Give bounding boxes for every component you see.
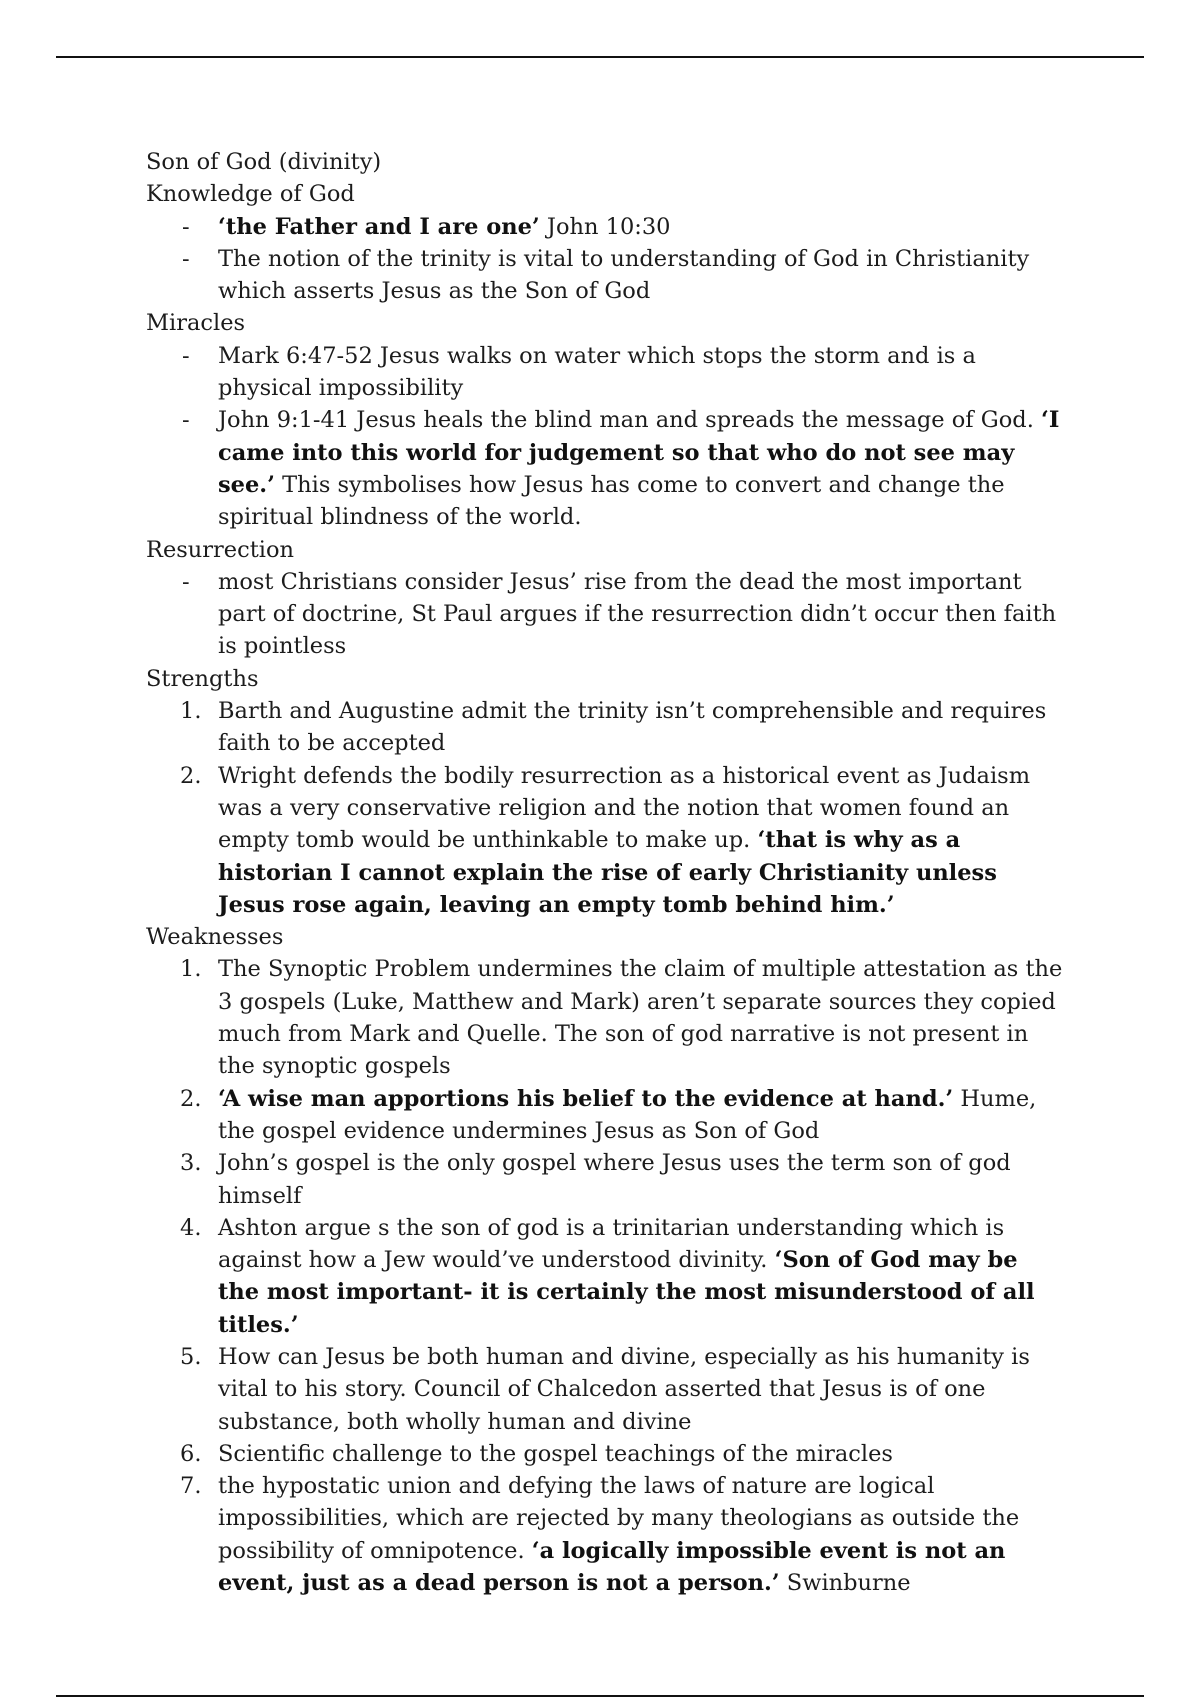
bottom-rule <box>56 1695 1144 1697</box>
item-text: the hypostatic union and defying the laws of nature are logical impossibilities, which are rejected by many theologians as outside the possibility of omnipotence. <box>218 1473 1020 1564</box>
document-title: Son of God (divinity) <box>146 149 382 175</box>
number-marker: 2. <box>180 1085 202 1112</box>
number-marker: 3. <box>180 1150 202 1177</box>
list-item <box>146 1147 1066 1212</box>
list-item <box>146 1438 1066 1470</box>
item-text: The Synoptic Problem undermines the claim of multiple attestation as the 3 gospels (Luke, Matthew and Mark) aren’t separate sources they copied much from Mark and Quelle. The son of god narrative is not present in the synoptic gospels <box>218 956 1063 1080</box>
list-item <box>146 340 1066 405</box>
list-item <box>146 953 1066 1082</box>
item-text: How can Jesus be both human and divine, especially as his humanity is vital to his story. Council of Chalcedon asserted that Jesus is of one substance, both wholly human and divine <box>218 1343 1030 1435</box>
bold-quote: ‘Son of God may be the most important- it is certainly the most misunderstood of all titles.’ <box>218 1247 1035 1338</box>
item-text: John 10:30 <box>539 213 671 240</box>
list-item <box>146 760 1066 921</box>
list-item <box>146 211 1066 243</box>
list-item <box>146 1341 1066 1438</box>
list-item <box>146 404 1066 533</box>
heading-strengths: Strengths <box>146 665 259 692</box>
bold-quote: ‘the Father and I are one’ <box>218 213 540 240</box>
item-text: The notion of the trinity is vital to understanding of God in Christianity which asserts Jesus as the Son of God <box>218 245 1030 305</box>
dash-marker: - <box>182 213 190 240</box>
bold-quote: ‘A wise man apportions his belief to the evidence at hand.’ <box>218 1085 954 1112</box>
list-item <box>146 695 1066 760</box>
dash-marker: - <box>182 568 190 595</box>
item-text: Barth and Augustine admit the trinity isn’t comprehensible and requires faith to be accepted <box>218 698 1047 757</box>
list-item <box>146 566 1066 663</box>
number-marker: 1. <box>180 698 202 725</box>
dash-marker: - <box>182 342 190 369</box>
number-marker: 1. <box>180 956 202 983</box>
list-item <box>146 243 1066 308</box>
dash-marker: - <box>182 407 190 434</box>
heading-weaknesses: Weaknesses <box>146 924 284 951</box>
dash-marker: - <box>182 245 190 272</box>
number-marker: 5. <box>180 1343 202 1370</box>
number-marker: 6. <box>180 1440 202 1467</box>
item-text: Mark 6:47-52 Jesus walks on water which stops the storm and is a physical impossibility <box>218 342 976 402</box>
item-text: John’s gospel is the only gospel where Jesus uses the term son of god himself <box>218 1150 1011 1209</box>
item-text: most Christians consider Jesus’ rise from the dead the most important part of doctrine, St Paul argues if the resurrection didn’t occur then faith is pointless <box>218 568 1057 660</box>
list-item <box>146 1470 1066 1599</box>
number-marker: 7. <box>180 1473 202 1500</box>
top-rule <box>56 56 1144 58</box>
item-text: Ashton argue s the son of god is a trinitarian understanding which is against how a Jew would’ve understood divinity. <box>218 1214 1005 1274</box>
item-text: Scientific challenge to the gospel teachings of the miracles <box>218 1440 893 1467</box>
item-text: Wright defends the bodily resurrection as a historical event as Judaism was a very conservative religion and the notion that women found an empty tomb would be unthinkable to make up. <box>218 762 1031 854</box>
number-marker: 4. <box>180 1214 202 1241</box>
bold-quote: ‘I came into this world for judgement so that who do not see may see.’ <box>218 407 1060 498</box>
document-body <box>146 146 1066 1599</box>
bold-quote: ‘a logically impossible event is not an event, just as a dead person is not a person.’ <box>218 1537 1006 1597</box>
number-marker: 2. <box>180 762 202 789</box>
item-text: John 9:1-41 Jesus heals the blind man and spreads the message of God. <box>218 407 1041 434</box>
heading-resurrection: Resurrection <box>146 536 294 563</box>
heading-miracles: Miracles <box>146 310 246 337</box>
heading-knowledge: Knowledge of God <box>146 181 355 208</box>
item-text: This symbolises how Jesus has come to convert and change the spiritual blindness of the world. <box>218 471 1005 531</box>
item-text: Hume, the gospel evidence undermines Jesus as Son of God <box>218 1085 1037 1144</box>
item-text: Swinburne <box>779 1570 911 1597</box>
list-item <box>146 1083 1066 1148</box>
bold-quote: ‘that is why as a historian I cannot explain the rise of early Christianity unless Jesus rose again, leaving an empty tomb behind him.’ <box>218 827 997 918</box>
list-item <box>146 1212 1066 1341</box>
